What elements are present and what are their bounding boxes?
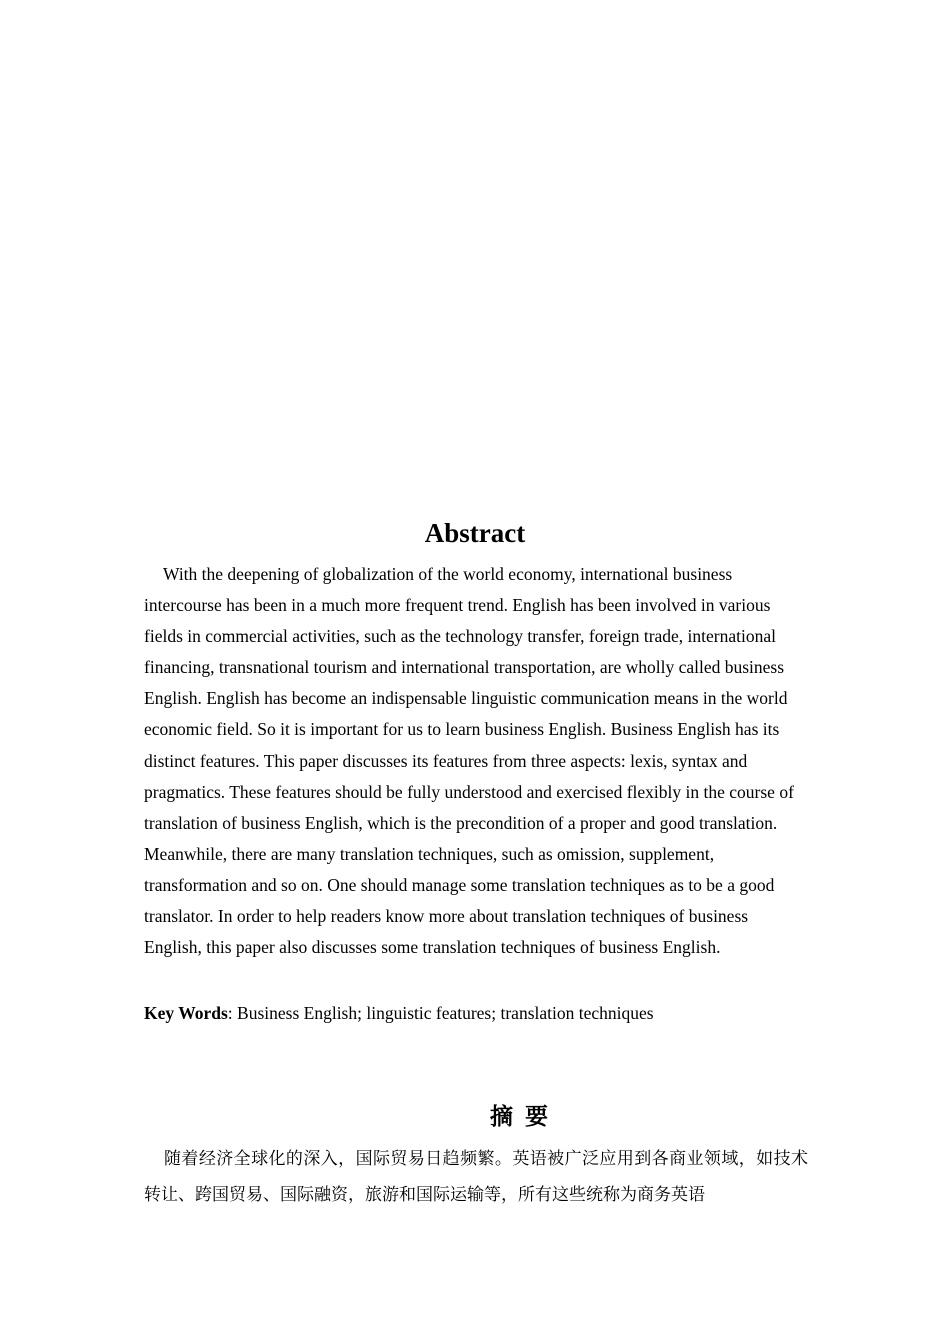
abstract-body: With the deepening of globalization of the world economy, international business intercourse has been in a much more frequent trend. English has been involved in various fields in commercial activities, such as the technology transfer, foreign trade, international financing, transnational tourism and international transportation, are wholly called business English. English has become an indispensable linguistic communication means in the world economic field. So it is important for us to learn business English. Business English has its distinct features. This paper discusses its features from three aspects: lexis, syntax and pragmatics. These features should be fully understood and exercised flexibly in the course of translation of business English, which is the precondition of a proper and good translation. Meanwhile, there are many translation techniques, such as omission, supplement, transformation and so on. One should manage some translation techniques as to be a good translator. In order to help readers know more about translation techniques of business English, this paper also discusses some translation techniques of business English. bbox=[144, 564, 794, 958]
keywords-line bbox=[144, 998, 808, 1029]
keywords-text: : Business English; linguistic features; translation techniques bbox=[227, 1003, 654, 1023]
chinese-abstract-body: 随着经济全球化的深入，国际贸易日趋频繁。英语被广泛应用到各商业领域，如技术转让、跨国贸易、国际融资，旅游和国际运输等，所有这些统称为商务英语 bbox=[144, 1149, 808, 1205]
abstract-title: Abstract bbox=[424, 518, 526, 548]
keywords-label: Key Words bbox=[144, 1003, 228, 1023]
chinese-abstract-title: 摘要 bbox=[490, 1104, 560, 1130]
